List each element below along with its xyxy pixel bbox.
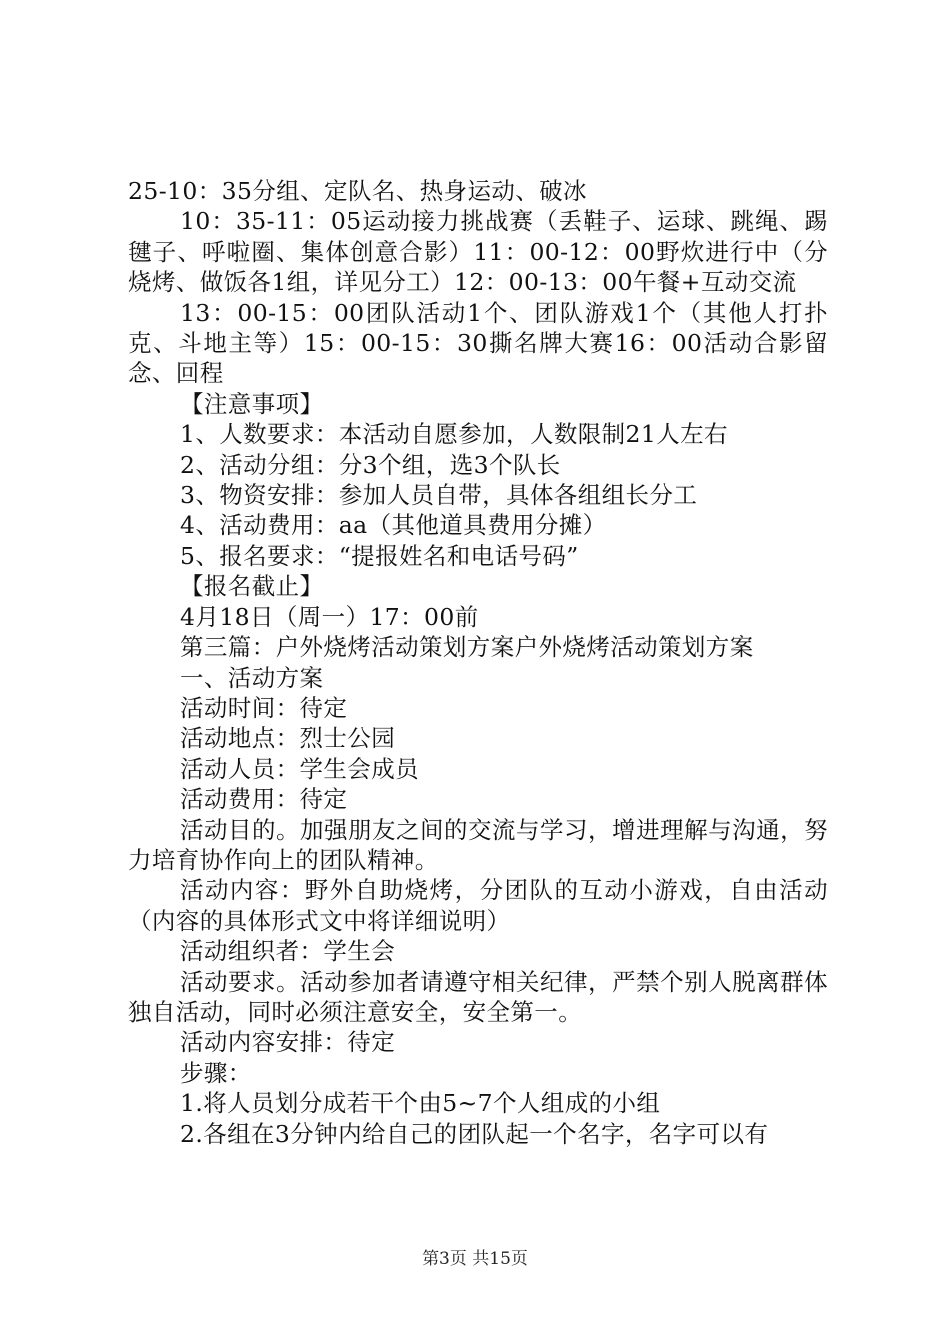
paragraph: 第三篇：户外烧烤活动策划方案户外烧烤活动策划方案 [180, 633, 754, 662]
paragraph: 活动要求。活动参加者请遵守相关纪律，严禁个别人脱离群体独自活动，同时必须注意安全，安全第一。 [128, 967, 828, 1026]
document-body [128, 176, 828, 1149]
paragraph: 活动地点：烈士公园 [180, 724, 396, 753]
paragraph: 活动目的。加强朋友之间的交流与学习，增进理解与沟通，努力培育协作向上的团队精神。 [128, 815, 828, 874]
paragraph: 1.将人员划分成若干个由5~7个人组成的小组 [180, 1089, 661, 1118]
paragraph: 5、报名要求：“提报姓名和电话号码” [180, 541, 579, 570]
paragraph: 一、活动方案 [180, 663, 324, 692]
paragraph: 活动人员：学生会成员 [180, 754, 419, 783]
page-footer: 第3页 共15页 [422, 1249, 528, 1269]
paragraph: 10：35-11：05运动接力挑战赛（丢鞋子、运球、跳绳、踢毽子、呼啦圈、集体创意合影）11：00-12：00野炊进行中（分烧烤、做饭各1组，详见分工）12：00-13：00午餐+互动交流 [128, 207, 828, 297]
paragraph: 4、活动费用：aa（其他道具费用分摊） [180, 511, 607, 540]
paragraph: 25-10：35分组、定队名、热身运动、破冰 [128, 177, 587, 205]
paragraph: 13：00-15：00团队活动1个、团队游戏1个（其他人打扑克、斗地主等）15：00-15：30撕名牌大赛16：00活动合影留念、回程 [128, 298, 828, 388]
paragraph: 3、物资安排：参加人员自带，具体各组组长分工 [180, 481, 698, 510]
paragraph: 活动内容：野外自助烧烤，分团队的互动小游戏，自由活动（内容的具体形式文中将详细说明） [128, 876, 828, 935]
paragraph: 2、活动分组：分3个组，选3个队长 [180, 450, 561, 479]
paragraph: 1、人数要求：本活动自愿参加，人数限制21人左右 [180, 420, 728, 449]
paragraph: 活动内容安排：待定 [180, 1028, 396, 1057]
paragraph: 2.各组在3分钟内给自己的团队起一个名字，名字可以有 [180, 1119, 769, 1148]
paragraph: 【注意事项】 [180, 389, 324, 418]
paragraph: 活动组织者：学生会 [180, 937, 396, 966]
paragraph: 步骤： [180, 1058, 252, 1087]
paragraph: 活动费用：待定 [180, 785, 348, 814]
paragraph: 4月18日（周一）17：00前 [180, 602, 479, 631]
paragraph: 活动时间：待定 [180, 693, 348, 722]
paragraph: 【报名截止】 [180, 572, 324, 601]
